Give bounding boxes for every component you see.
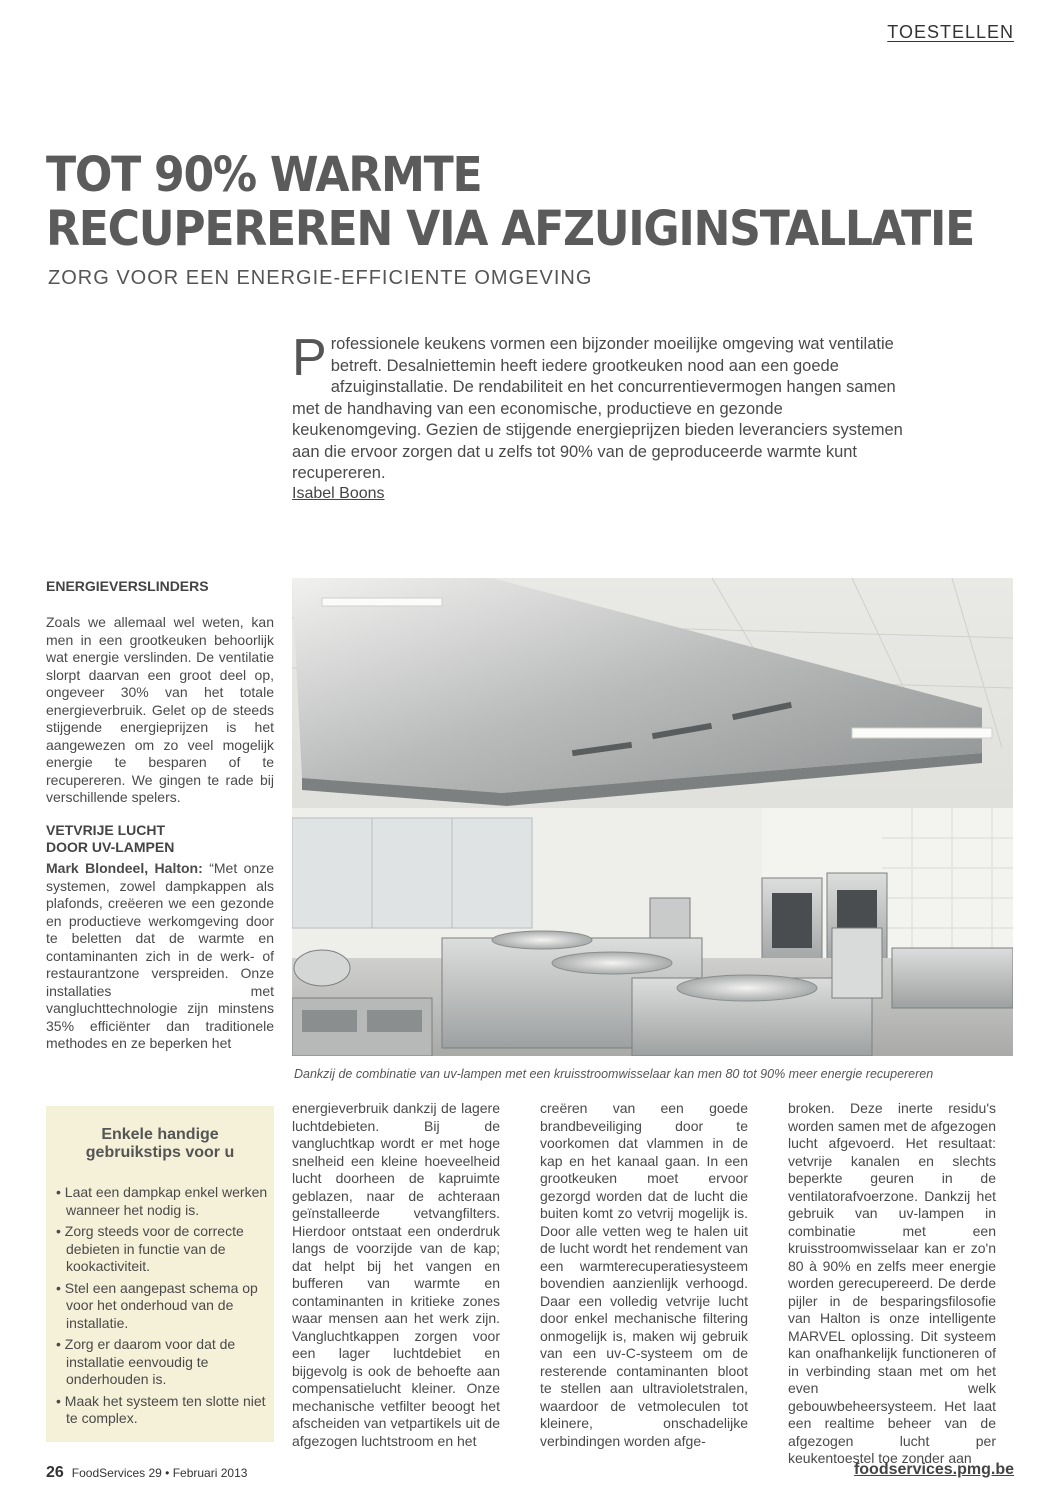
title-line-2: RECUPEREREN VIA AFZUIGINSTALLATIE <box>46 201 975 257</box>
kitchen-photo-illustration <box>292 578 1013 1056</box>
heading-vetvrije-lucht <box>46 822 174 856</box>
slicer <box>294 950 350 986</box>
tips-title <box>46 1126 274 1162</box>
body-column-4: broken. Deze inerte residu's worden samen met de afgezogen lucht afgevoerd. Het resultaat: vetvrije kanalen en slechts beperkte geuren in de ventilatorafvoerzone. Dankzij het gebruik van uv-lampen in combinatie met een kruisstroomwisselaar kan er zo'n 80 à 90% en zelfs meer energie worden gerecupereerd. De derde pijler in de besparingsfilosofie van Halton is onze intelligente MARVEL oplossing. Dit systeem kan onafhankelijk functioneren of in verbinding staan met om het even welk gebouwbeheersysteem. Het laat een realtime beheer van de afgezogen lucht per keukentoestel toe zonder aan <box>788 1100 996 1466</box>
tips-list <box>56 1184 268 1432</box>
website-link[interactable]: foodservices.pmg.be <box>853 1461 1014 1478</box>
tip-text: Stel een aangepast schema op voor het onderhoud van de installatie. <box>64 1279 258 1331</box>
photo-caption: Dankzij de combinatie van uv-lampen met een kruisstroomwisselaar kan men 80 tot 90% meer energie recupereren <box>294 1067 934 1081</box>
tip-item: • Zorg steeds voor de correcte debieten in functie van de kookactiviteit. <box>56 1223 244 1274</box>
tip-text: Zorg er daarom voor dat de installatie eenvoudig te onderhouden is. <box>64 1336 236 1387</box>
tip-item: • Zorg er daarom voor dat de installatie eenvoudig te onderhouden is. <box>56 1336 236 1387</box>
mixer <box>832 928 882 998</box>
drop-cap: P <box>292 329 327 387</box>
body-column-2: energieverbruik dankzij de lagere luchtdebieten. Bij de vangluchtkap wordt er met hoge snelheid een kleine hoeveelheid lucht doorheen de kapruimte geblazen, naar de achteraan geïnstalleerde vetvangfilters. Hierdoor ontstaat een onderdruk langs de voorzijde van de kap; dat helpt bij het vangen en bufferen van warmte en contaminanten in kritieke zones waar mensen aan het werk zijn. Vangluchtkappen zorgen voor een lager luchtdebiet en bijgevolg is ook de behoefte aan compensatielucht kleiner. Onze mechanische vetfilter beoogt het afscheiden van vetpartikels uit de afgezogen luchtstroom en het <box>292 1100 500 1449</box>
tip-item: • Stel een aangepast schema op voor het onderhoud van de installatie. <box>56 1279 258 1331</box>
col1-paragraph-1: Zoals we allemaal wel weten, kan men in een grootkeuken behoorlijk wat energie verslinden. De ventilatie slorpt daarvan een groot deel op, ongeveer 30% van het totale energieverbruik. Gelet op de steeds stijgende energieprijzen is het aangewezen om zo veel mogelijk energie te besparen of te recupereren. We gingen te rade bij verschillende spelers. <box>46 614 274 805</box>
heading-line-2: DOOR UV-LAMPEN <box>46 839 175 855</box>
issue-info: FoodServices 29 • Februari 2013 <box>71 1466 248 1480</box>
author-link[interactable]: Isabel Boons <box>292 485 385 502</box>
title-line-1: TOT 90% WARMTE <box>46 147 482 203</box>
col1-quote-text: “Met onze systemen, zowel dampkappen als plafonds, creëeren we een gezonde en productieve werkomgeving door te beletten dat de warmte en contaminanten zich in de werk- of restaurantzone verspreiden. Onze installaties met vangluchttechnologie zijn minstens 35% efficiënter dan traditionele methodes en ze beperken het <box>46 860 275 1051</box>
kitchen-photo <box>292 578 1013 1056</box>
stock-pot <box>650 898 690 938</box>
speaker-name: Mark Blondeel, Halton: <box>46 860 203 876</box>
tips-title-line-1: Enkele handige <box>101 1126 219 1143</box>
body-column-3: creëren van een goede brandbeveiliging door te voorkomen dat vlammen in de kap en het kanaal gaan. In een grootkeuken moet ervoor gezorgd worden dat de lucht die buiten komt zo vetvrij mogelijk is. Door alle vetten weg te halen uit de lucht wordt het rendement van een warmterecuperatiesysteem bovendien aanzienlijk verhoogd. Daar een volledig vetvrije lucht door enkel mechanische filtering onmogelijk is, maken wij gebruik van een uv-C-systeem om de resterende contaminanten bloot te stellen aan ultravioletstralen, waardoor de vetmoleculen tot kleinere, onschadelijke verbindingen worden afge- <box>540 1100 748 1449</box>
tip-text: Zorg steeds voor de correcte debieten in functie van de kookactiviteit. <box>64 1223 244 1274</box>
article-subtitle: ZORG VOOR EEN ENERGIE-EFFICIENTE OMGEVING <box>48 267 593 289</box>
section-tag: TOESTELLEN <box>887 22 1014 42</box>
heading-energieverslinders: ENERGIEVERSLINDERS <box>46 578 209 594</box>
heading-line-1: VETVRIJE LUCHT <box>46 822 166 838</box>
tip-text: Laat een dampkap enkel werken wanneer het nodig is. <box>64 1184 268 1218</box>
footer-left <box>46 1464 247 1482</box>
article-title <box>46 147 975 257</box>
tip-item: • Laat een dampkap enkel werken wanneer het nodig is. <box>56 1184 268 1218</box>
intro-text: rofessionele keukens vormen een bijzonder moeilijke omgeving wat ventilatie betreft. Desalniettemin heeft iedere grootkeuken nood aan een goede afzuiginstallatie. De rendabiliteit en het concurrentievermogen hangen samen met de handhaving van een economische, productieve en gezonde keukenomgeving. Gezien de stijgende energieprijzen bieden leveranciers systemen aan die ervoor zorgen dat u zelfs tot 90% van de geproduceerde warmte kunt recupereren. <box>292 335 903 482</box>
page-number: 26 <box>46 1464 64 1481</box>
col1-paragraph-2 <box>46 860 274 1053</box>
article-intro <box>292 329 910 485</box>
tip-text: Maak het systeem ten slotte niet te complex. <box>64 1392 266 1426</box>
tip-item: • Maak het systeem ten slotte niet te complex. <box>56 1392 266 1426</box>
tips-title-line-2: gebruikstips voor u <box>85 1144 235 1161</box>
